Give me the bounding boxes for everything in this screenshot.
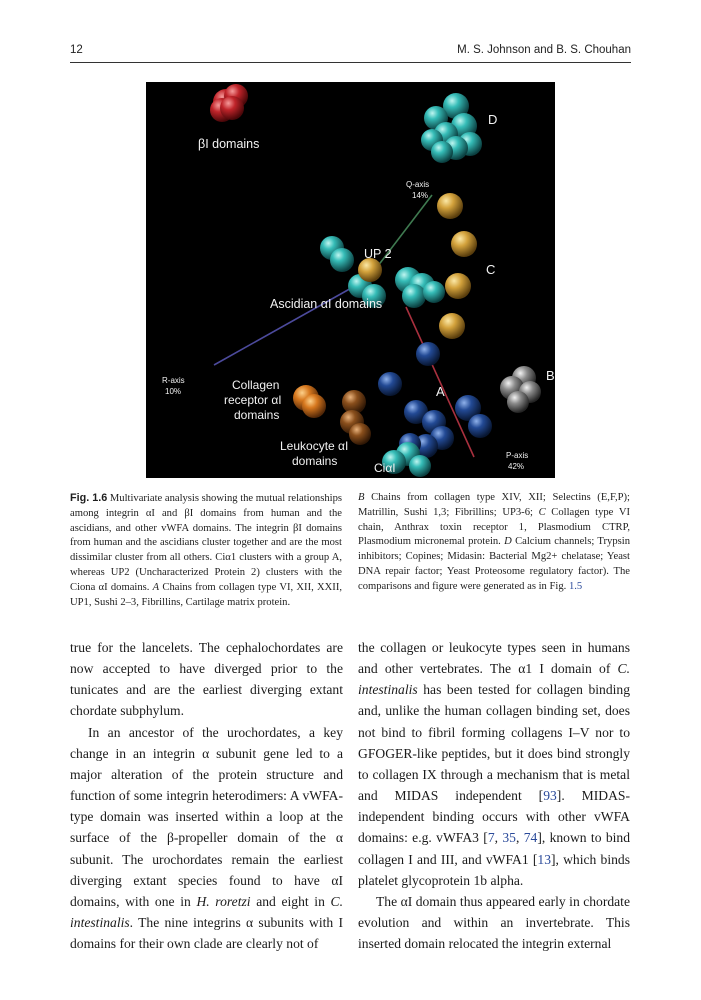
text-run: and eight in — [250, 893, 331, 909]
beta-domain-cluster — [210, 84, 248, 122]
text-run: , — [494, 830, 503, 846]
paragraph — [358, 637, 630, 891]
running-head-authors: M. S. Johnson and B. S. Chouhan — [457, 44, 631, 56]
citation-ref[interactable]: 13 — [537, 851, 551, 867]
cluster-c — [437, 193, 477, 339]
label-collagen-3: domains — [234, 408, 280, 422]
citation-ref[interactable]: 1.5 — [568, 580, 583, 592]
text-run: Calcium channels; Trypsin inhibitors; Copines; Midasin: Bacterial Mg2+ chelatase; Yeast DNA repair factor; Yeast Proteosome regulatory factor). The comparisons and figure were generated as in Fig. — [358, 536, 630, 592]
body-column-right — [358, 637, 630, 954]
text-run: has been tested for collagen binding and, unlike the human collagen binding set, does not bind to fibril forming collagens I–V nor to GFOGER-like peptides, but it does bind strongly to collagen IX through a mechanism that is metal and MIDAS independent [ — [358, 682, 630, 804]
r-axis-line — [214, 277, 371, 365]
label-r-percent: 10% — [165, 387, 182, 396]
label-collagen-1: Collagen — [232, 378, 280, 392]
text-run: , — [515, 830, 524, 846]
italic-text: B — [358, 492, 365, 503]
italic-text: A — [152, 581, 160, 593]
label-r-axis: R-axis — [162, 376, 185, 385]
figure-number: Fig. 1.6 — [70, 492, 108, 504]
text-run: true for the lancelets. The cephalochordates are now accepted to have diverged prior to the tunicates and are the earliest diverging extant chordate subphylum. — [70, 640, 343, 719]
paragraph — [358, 891, 630, 954]
italic-text: H. roretzi — [196, 893, 251, 909]
body-column-left — [70, 637, 343, 954]
page-number: 12 — [70, 44, 83, 56]
citation-ref[interactable]: 35 — [502, 830, 516, 846]
italic-text: C. intestinalis — [358, 661, 630, 698]
q-axis-line — [371, 195, 432, 275]
collagen-receptor-cluster — [293, 385, 326, 418]
cluster-d — [421, 93, 482, 163]
figure-caption-left — [70, 491, 342, 610]
text-run: ], known to bind collagen I and III, and vWFA1 [ — [358, 830, 631, 867]
text-run: the collagen or leukocyte types seen in humans and other vertebrates. The α1 I domain of — [358, 640, 630, 677]
label-cluster-d: D — [488, 112, 498, 127]
paragraph — [70, 637, 343, 722]
text-run: ]. MIDAS-independent binding occurs with other vWFA domains: e.g. vWFA3 [ — [358, 788, 630, 846]
text-run: In an ancestor of the urochordates, a key change in an integrin α subunit gene led to a major alteration of the protein structure and function of some integrin heterodimers: A vWFA-type domain was inserted within a loop at the surface of the β-propeller domain of the α subunit. The urochordates remain the earliest diverging extant species found to have αI domains, with one in — [70, 724, 343, 909]
italic-text: D — [504, 536, 512, 548]
text-run: The αI domain thus appeared early in chordate evolution and within an invertebrate. This inserted domain relocated the integrin external — [358, 893, 630, 952]
figure-canvas — [146, 82, 555, 478]
italic-text: C. intestinalis — [70, 893, 343, 931]
label-leukocyte-2: domains — [292, 454, 338, 468]
label-p-axis: P-axis — [506, 451, 529, 460]
label-q-percent: 14% — [412, 191, 429, 200]
label-collagen-2: receptor αI — [224, 393, 282, 407]
figure-multivariate-analysis — [146, 82, 555, 478]
citation-ref[interactable]: 7 — [487, 830, 495, 846]
text-run: ], which binds platelet glycoprotein 1b alpha. — [358, 851, 631, 888]
label-beta-domains: βI domains — [198, 137, 260, 151]
text-run: Chains from collagen type XIV, XII; Selectins (E,F,P); Matrillin, Sushi 1,3; Fibrillins; UP3-6; — [358, 492, 630, 518]
label-cluster-c: C — [486, 262, 496, 277]
label-cluster-a: A — [436, 384, 445, 399]
cluster-a — [378, 342, 492, 477]
label-cluster-b: B — [546, 368, 555, 383]
header-rule — [70, 62, 631, 63]
text-run: . The nine integrins α subunits with I domains for their own clade are clearly not of — [70, 915, 343, 952]
paragraph — [70, 722, 343, 955]
figure-caption-right — [358, 491, 630, 595]
label-leukocyte-1: Leukocyte αI — [280, 439, 349, 453]
label-cia1: CiαI — [374, 461, 396, 475]
page-header — [70, 44, 631, 62]
text-run: Multivariate analysis showing the mutual relationships among integrin αI and βI domains from human and the ascidians, and other vWFA domains. The integrin βI domains from human and the ascidians cluster together and are the most dissimilar cluster from all others. Ciα1 clusters with a group A, whereas UP2 (Uncharacterized Protein 2) clusters with the Ciona αI domains. — [70, 493, 342, 593]
label-ascidian: Ascidian αI domains — [270, 297, 383, 311]
citation-ref[interactable]: 93 — [543, 788, 557, 804]
italic-text: C — [538, 506, 546, 518]
label-q-axis: Q-axis — [406, 180, 430, 189]
label-up2: UP 2 — [364, 247, 392, 261]
cluster-b — [500, 366, 541, 413]
text-run: Chains from collagen type VI, XII, XXII, UP1, Sushi 2–3, Fibrillins, Cartilage matrix protein. — [70, 581, 342, 608]
leukocyte-cluster — [340, 390, 371, 445]
text-run: Collagen type VI chain, Anthrax toxin receptor 1, Plasmodium CTRP, Plasmodium micronemal protein. — [358, 506, 630, 548]
citation-ref[interactable]: 74 — [523, 830, 538, 846]
caption-left-text — [70, 493, 342, 608]
label-p-percent: 42% — [508, 462, 525, 471]
